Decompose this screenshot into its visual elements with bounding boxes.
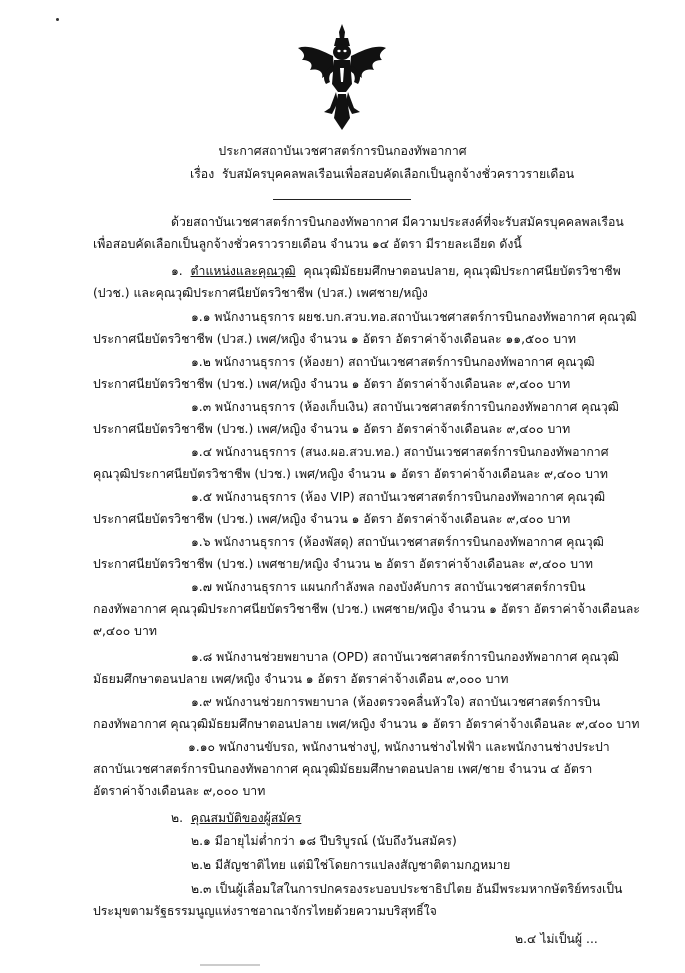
item-2-2: ๒.๒ มีสัญชาติไทย แต่มิใช่โดยการแปลงสัญชาติตามกฎหมาย: [191, 858, 511, 872]
item-1-8-line-2: มัธยมศึกษาตอนปลาย เพศ/หญิง จำนวน ๑ อัตรา อัตราค่าจ้างเดือน ๙,๐๐๐ บาท: [93, 672, 509, 686]
item-1-6-line-2: ประกาศนียบัตรวิชาชีพ (ปวช.) เพศชาย/หญิง จำนวน ๒ อัตรา อัตราค่าจ้างเดือนละ ๙,๔๐๐ บาท: [93, 557, 594, 571]
announcement-title: ประกาศสถาบันเวชศาสตร์การบินกองทัพอากาศ: [218, 144, 467, 158]
section2-heading: [171, 810, 301, 826]
item-1-7-line-2: กองทัพอากาศ คุณวุฒิประกาศนียบัตรวิชาชีพ (ปวช.) เพศชาย/หญิง จำนวน ๑ อัตรา อัตราค่าจ้างเดือนละ: [93, 602, 640, 616]
subject-label: เรื่อง: [190, 167, 215, 181]
item-1-5-line-1: ๑.๕ พนักงานธุรการ (ห้อง VIP) สถาบันเวชศาสตร์การบินกองทัพอากาศ คุณวุฒิ: [191, 490, 606, 504]
section2-title: คุณสมบัติของผู้สมัคร: [190, 811, 302, 825]
scan-artifact: [200, 964, 260, 966]
item-1-4-line-1: ๑.๔ พนักงานธุรการ (สนง.ผอ.สวบ.ทอ.) สถาบันเวชศาสตร์การบินกองทัพอากาศ: [191, 445, 609, 459]
intro-line-1: ด้วยสถาบันเวชศาสตร์การบินกองทัพอากาศ มีความประสงค์ที่จะรับสมัครบุคคลพลเรือน: [171, 215, 624, 229]
continuation-note: ๒.๔ ไม่เป็นผู้ ...: [515, 932, 598, 946]
section1-line-2: (ปวช.) และคุณวุฒิประกาศนียบัตรวิชาชีพ (ปวส.) เพศชาย/หญิง: [93, 286, 428, 300]
item-2-1: ๒.๑ มีอายุไม่ต่ำกว่า ๑๘ ปีบริบูรณ์ (นับถึงวันสมัคร): [191, 834, 457, 848]
item-1-7-line-3: ๙,๔๐๐ บาท: [93, 624, 157, 638]
title-divider: [273, 199, 411, 200]
item-1-6-line-1: ๑.๖ พนักงานธุรการ (ห้องพัสดุ) สถาบันเวชศาสตร์การบินกองทัพอากาศ คุณวุฒิ: [191, 535, 604, 549]
item-2-3-line-1: ๒.๓ เป็นผู้เลื่อมใสในการปกครองระบอบประชาธิปไตย อันมีพระมหากษัตริย์ทรงเป็น: [191, 882, 623, 896]
item-1-2-line-1: ๑.๒ พนักงานธุรการ (ห้องยา) สถาบันเวชศาสตร์การบินกองทัพอากาศ คุณวุฒิ: [191, 355, 595, 369]
item-1-1-line-1: ๑.๑ พนักงานธุรการ ผยช.บก.สวบ.ทอ.สถาบันเวชศาสตร์การบินกองทัพอากาศ คุณวุฒิ: [191, 310, 637, 324]
section2-number: ๒.: [171, 811, 184, 825]
item-1-1-line-2: ประกาศนียบัตรวิชาชีพ (ปวส.) เพศ/หญิง จำนวน ๑ อัตรา อัตราค่าจ้างเดือนละ ๑๑,๕๐๐ บาท: [93, 332, 577, 346]
scan-speck: [56, 18, 59, 21]
intro-line-2: เพื่อสอบคัดเลือกเป็นลูกจ้างชั่วคราวรายเดือน จำนวน ๑๔ อัตรา มีรายละเอียด ดังนี้: [93, 237, 522, 251]
item-1-2-line-2: ประกาศนียบัตรวิชาชีพ (ปวช.) เพศ/หญิง จำนวน ๑ อัตรา อัตราค่าจ้างเดือนละ ๙,๔๐๐ บาท: [93, 377, 571, 391]
item-1-4-line-2: คุณวุฒิประกาศนียบัตรวิชาชีพ (ปวช.) เพศ/หญิง จำนวน ๑ อัตรา อัตราค่าจ้างเดือนละ ๙,๔๐๐ บาท: [93, 467, 608, 481]
subject-line: [190, 166, 574, 182]
item-1-9-line-1: ๑.๙ พนักงานช่วยการพยาบาล (ห้องตรวจคลื่นหัวใจ) สถาบันเวชศาสตร์การบิน: [191, 695, 601, 709]
item-1-7-line-1: ๑.๗ พนักงานธุรการ แผนกกำลังพล กองบังคับการ สถาบันเวชศาสตร์การบิน: [191, 580, 586, 594]
item-1-10-line-2: สถาบันเวชศาสตร์การบินกองทัพอากาศ คุณวุฒิมัธยมศึกษาตอนปลาย เพศ/ชาย จำนวน ๔ อัตรา: [93, 762, 593, 776]
item-1-8-line-1: ๑.๘ พนักงานช่วยพยาบาล (OPD) สถาบันเวชศาสตร์การบินกองทัพอากาศ คุณวุฒิ: [191, 650, 619, 664]
garuda-emblem-icon: [296, 22, 388, 134]
subject-text: รับสมัครบุคคลพลเรือนเพื่อสอบคัดเลือกเป็นลูกจ้างชั่วคราวรายเดือน: [222, 167, 575, 181]
item-1-3-line-1: ๑.๓ พนักงานธุรการ (ห้องเก็บเงิน) สถาบันเวชศาสตร์การบินกองทัพอากาศ คุณวุฒิ: [191, 400, 619, 414]
item-1-10-line-3: อัตราค่าจ้างเดือนละ ๙,๐๐๐ บาท: [93, 784, 266, 798]
section1-title: ตำแหน่งและคุณวุฒิ: [190, 264, 296, 278]
item-1-3-line-2: ประกาศนียบัตรวิชาชีพ (ปวช.) เพศ/หญิง จำนวน ๑ อัตรา อัตราค่าจ้างเดือนละ ๙,๔๐๐ บาท: [93, 422, 571, 436]
item-1-10-line-1: ๑.๑๐ พนักงานขับรถ, พนักงานช่างปู, พนักงานช่างไฟฟ้า และพนักงานช่างประปา: [188, 740, 610, 754]
section1-heading: [171, 263, 621, 279]
item-1-5-line-2: ประกาศนียบัตรวิชาชีพ (ปวช.) เพศ/หญิง จำนวน ๑ อัตรา อัตราค่าจ้างเดือนละ ๙,๔๐๐ บาท: [93, 512, 571, 526]
item-1-9-line-2: กองทัพอากาศ คุณวุฒิมัธยมศึกษาตอนปลาย เพศ/หญิง จำนวน ๑ อัตรา อัตราค่าจ้างเดือนละ ๙,๔๐๐ บาท: [93, 717, 640, 731]
item-2-3-line-2: ประมุขตามรัฐธรรมนูญแห่งราชอาณาจักรไทยด้วยความบริสุทธิ์ใจ: [93, 904, 437, 918]
section1-rest: คุณวุฒิมัธยมศึกษาตอนปลาย, คุณวุฒิประกาศนียบัตรวิชาชีพ: [303, 264, 621, 278]
section1-number: ๑.: [171, 264, 183, 278]
